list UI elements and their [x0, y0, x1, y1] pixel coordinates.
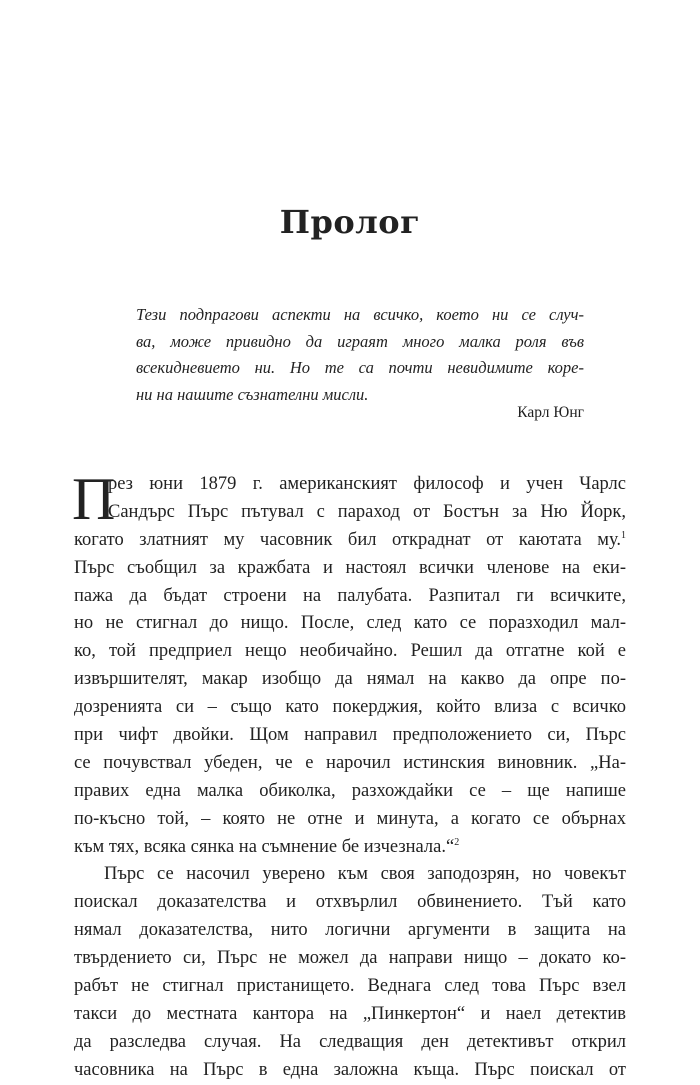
line-text: към тях, всяка сянка на съмнение бе изчезнала.“ [74, 836, 455, 857]
paragraph-line: нямал доказателства, нито логични аргументи в защита на [74, 920, 626, 941]
line-text: когато златният му часовник бил откраднат от каютата му. [74, 529, 621, 550]
paragraph-line: извършителят, макар изобщо да нямал на какво да опре по- [74, 669, 626, 690]
paragraph-line: ко, той предприел нещо необичайно. Решил да отгатне кой е [74, 641, 626, 662]
epigraph-line: всекидневието ни. Но те са почти невидимите коре- [136, 358, 584, 377]
paragraph-line: такси до местната кантора на „Пинкертон“ и наел детектив [74, 1003, 626, 1024]
paragraph-line: се почувствал убеден, че е нарочил истинския виновник. „На- [74, 752, 626, 773]
footnote-marker: 1 [621, 529, 626, 541]
paragraph-line: по-късно той, – която не отне и минута, а когато се обърнах [74, 808, 626, 829]
chapter-title: Пролог [279, 203, 421, 241]
paragraph-line: но не стигнал до нищо. После, след като се поразходил мал- [74, 613, 626, 634]
paragraph-line: при чифт двойки. Щом направил предположението си, Пърс [74, 725, 626, 746]
paragraph-line: часовника на Пърс в една заложна къща. Пърс поискал от [74, 1059, 626, 1080]
epigraph-line: ва, може привидно да играят много малка роля във [136, 331, 584, 351]
paragraph-line: твърдението си, Пърс не можел да направи нищо – докато ко- [74, 948, 626, 969]
drop-cap: П [72, 466, 116, 532]
paragraph-line: пажа да бъдат строени на палубата. Разпитал ги всичките, [74, 585, 626, 606]
paragraph-line: дозренията си – също като покерджия, който влиза с всичко [74, 697, 626, 718]
paragraph-line [74, 834, 626, 862]
paragraph-line: поискал доказателства и отхвърлил обвинението. Тъй като [74, 892, 626, 913]
paragraph-line: Пърс се насочил уверено към своя заподозрян, но човекът [104, 864, 626, 885]
footnote-marker: 2 [454, 836, 460, 848]
paragraph-line: да разследва случая. На следващия ден детективът открил [74, 1031, 626, 1052]
epigraph [136, 302, 584, 408]
epigraph-line: Тези подпрагови аспекти на всичко, което ни се случ- [136, 305, 584, 324]
body-text [72, 466, 626, 1085]
paragraph-line: рабът не стигнал пристанището. Веднага след това Пърс взел [74, 976, 626, 997]
paragraph-line: Пърс съобщил за кражбата и настоял всички членове на еки- [74, 557, 626, 578]
epigraph-line: ни на нашите съзнателни мисли. [136, 384, 369, 404]
paragraph-line: рез юни 1879 г. американският философ и учен Чарлс [108, 474, 626, 494]
epigraph-author: Карл Юнг [517, 404, 584, 421]
paragraph-line: Сандърс Пърс пътувал с параход от Бостън за Ню Йорк, [108, 501, 626, 522]
paragraph-line [74, 527, 626, 555]
paragraph-line: правих една малка обиколка, разхождайки се – ще напише [74, 780, 626, 801]
